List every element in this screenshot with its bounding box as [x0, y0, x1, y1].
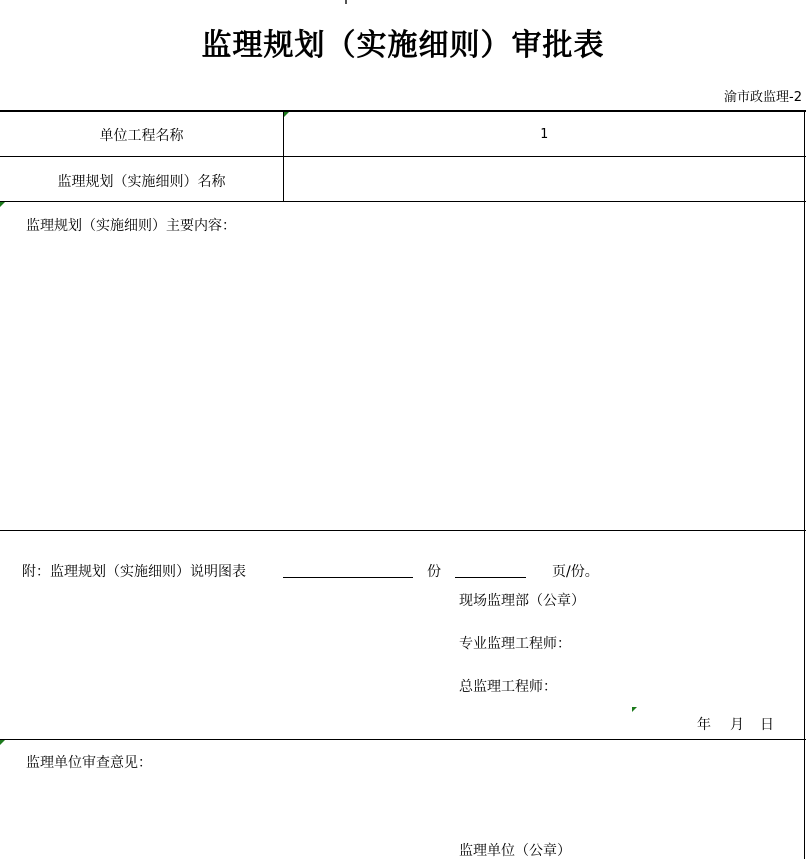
form-code: 渝市政监理-2 — [724, 90, 802, 105]
pages-unit: 页/份。 — [552, 564, 599, 580]
form-title: 监理规划（实施细则）审批表 — [201, 28, 605, 63]
row-divider — [0, 739, 806, 740]
unit-project-value[interactable]: 1 — [540, 127, 548, 142]
table-right-border — [804, 110, 805, 859]
unit-project-label: 单位工程名称 — [99, 128, 184, 144]
specialist-engineer-label: 专业监理工程师： — [459, 636, 571, 652]
site-dept-seal-label: 现场监理部（公章） — [459, 593, 585, 609]
date-day-label: 日 — [760, 717, 774, 733]
cell-comment-marker — [284, 112, 289, 117]
date-month-label: 月 — [730, 717, 744, 733]
attachment-label: 附：监理规划（实施细则）说明图表 — [22, 564, 246, 580]
chief-engineer-label: 总监理工程师： — [459, 679, 557, 695]
row-divider — [0, 201, 806, 202]
main-content-label: 监理规划（实施细则）主要内容： — [26, 218, 236, 234]
copies-unit: 份 — [427, 564, 441, 580]
copies-blank-underline[interactable] — [283, 577, 413, 578]
table-top-border — [0, 110, 806, 112]
review-unit-seal-label: 监理单位（公章） — [459, 843, 571, 859]
cell-comment-marker — [0, 202, 5, 207]
cell-comment-marker — [0, 740, 5, 745]
cell-marker — [345, 0, 347, 4]
column-divider — [283, 110, 284, 201]
date-year-label: 年 — [697, 717, 711, 733]
plan-name-label: 监理规划（实施细则）名称 — [57, 174, 226, 190]
cell-comment-marker — [632, 707, 637, 712]
review-opinion-label: 监理单位审查意见： — [26, 755, 152, 771]
row-divider — [0, 156, 806, 157]
pages-blank-underline[interactable] — [455, 577, 526, 578]
row-divider — [0, 530, 806, 531]
